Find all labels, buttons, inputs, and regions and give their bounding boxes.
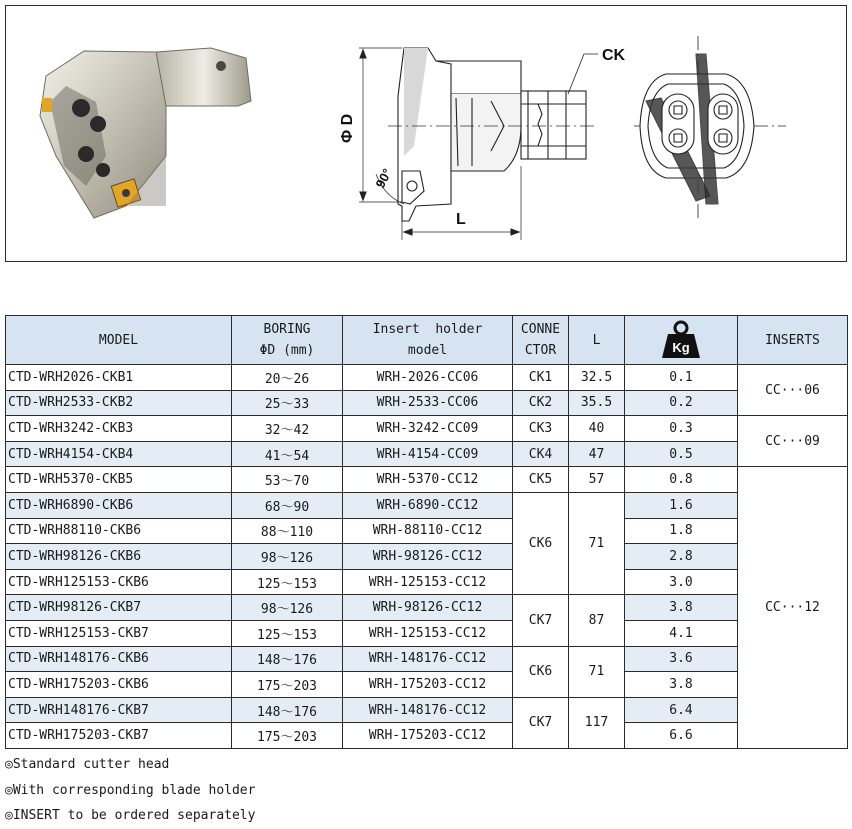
cell-boring: 68～90 (232, 492, 343, 518)
cell-connector: CK3 (513, 416, 569, 442)
cell-length: 47 (569, 441, 625, 467)
cell-connector: CK5 (513, 467, 569, 493)
end-view-drawing (634, 36, 786, 221)
cell-holder: WRH-88110-CC12 (343, 518, 513, 544)
weight-icon-label: Kg (672, 340, 690, 355)
cell-weight: 6.6 (625, 723, 738, 749)
cell-model: CTD-WRH148176-CKB7 (6, 697, 232, 723)
cell-length: 40 (569, 416, 625, 442)
cell-holder: WRH-98126-CC12 (343, 544, 513, 570)
cell-model: CTD-WRH88110-CKB6 (6, 518, 232, 544)
cell-connector: CK7 (513, 697, 569, 748)
table-row (6, 569, 848, 595)
cell-weight: 1.6 (625, 492, 738, 518)
cell-length: 71 (569, 492, 625, 594)
cell-boring: 32～42 (232, 416, 343, 442)
cell-holder: WRH-125153-CC12 (343, 569, 513, 595)
cell-model: CTD-WRH3242-CKB3 (6, 416, 232, 442)
cell-weight: 2.8 (625, 544, 738, 570)
cell-boring: 125～153 (232, 569, 343, 595)
cell-boring: 20～26 (232, 365, 343, 391)
cell-length: 87 (569, 595, 625, 646)
cell-boring: 175～203 (232, 672, 343, 698)
cell-weight: 0.8 (625, 467, 738, 493)
table-row (6, 416, 848, 442)
technical-drawing (6, 6, 848, 263)
cell-boring: 53～70 (232, 467, 343, 493)
table-row (6, 620, 848, 646)
note-blade-holder: ◎With corresponding blade holder (5, 782, 256, 798)
cell-model: CTD-WRH125153-CKB7 (6, 620, 232, 646)
specification-table (5, 315, 848, 749)
side-view-drawing (359, 48, 598, 240)
table-header-row (6, 316, 848, 365)
cell-connector: CK1 (513, 365, 569, 391)
note-standard-head: ◎Standard cutter head (5, 757, 170, 772)
note-insert-ordering: ◎INSERT to be ordered separately (5, 808, 256, 823)
header-connector: CONNE CTOR (513, 316, 569, 365)
cell-model: CTD-WRH175203-CKB6 (6, 672, 232, 698)
cell-model: CTD-WRH2026-CKB1 (6, 365, 232, 391)
cell-weight: 3.0 (625, 569, 738, 595)
cell-boring: 148～176 (232, 697, 343, 723)
header-holder-model: Insert holder model (343, 316, 513, 365)
table-row (6, 467, 848, 493)
cell-length: 71 (569, 646, 625, 697)
cell-holder: WRH-175203-CC12 (343, 723, 513, 749)
cutter-head-render (40, 48, 251, 218)
cell-weight: 0.5 (625, 441, 738, 467)
table-row (6, 697, 848, 723)
cell-weight: 1.8 (625, 518, 738, 544)
table-row (6, 390, 848, 416)
cell-holder: WRH-125153-CC12 (343, 620, 513, 646)
cell-connector: CK2 (513, 390, 569, 416)
cell-inserts: CC···09 (738, 416, 848, 467)
cell-connector: CK6 (513, 492, 569, 594)
header-length: L (569, 316, 625, 365)
diameter-label: Φ D (339, 113, 356, 143)
cell-holder: WRH-148176-CC12 (343, 646, 513, 672)
cell-holder: WRH-2533-CC06 (343, 390, 513, 416)
cell-boring: 98～126 (232, 544, 343, 570)
cell-boring: 125～153 (232, 620, 343, 646)
cell-weight: 4.1 (625, 620, 738, 646)
cell-length: 35.5 (569, 390, 625, 416)
cell-weight: 6.4 (625, 697, 738, 723)
cell-boring: 148～176 (232, 646, 343, 672)
cell-weight: 3.8 (625, 672, 738, 698)
cell-holder: WRH-3242-CC09 (343, 416, 513, 442)
cell-holder: WRH-6890-CC12 (343, 492, 513, 518)
table-row (6, 492, 848, 518)
cell-length: 57 (569, 467, 625, 493)
cell-model: CTD-WRH2533-CKB2 (6, 390, 232, 416)
cell-length: 32.5 (569, 365, 625, 391)
cell-model: CTD-WRH98126-CKB7 (6, 595, 232, 621)
cell-holder: WRH-5370-CC12 (343, 467, 513, 493)
cell-weight: 0.1 (625, 365, 738, 391)
cell-inserts: CC···06 (738, 365, 848, 416)
table-row (6, 544, 848, 570)
header-weight (625, 316, 738, 365)
table-row (6, 595, 848, 621)
cell-boring: 88～110 (232, 518, 343, 544)
cell-holder: WRH-4154-CC09 (343, 441, 513, 467)
table-row (6, 518, 848, 544)
cell-connector: CK6 (513, 646, 569, 697)
header-boring: BORING ΦD (mm) (232, 316, 343, 365)
cell-connector: CK4 (513, 441, 569, 467)
cell-model: CTD-WRH6890-CKB6 (6, 492, 232, 518)
cell-length: 117 (569, 697, 625, 748)
cell-boring: 41～54 (232, 441, 343, 467)
length-label: L (456, 211, 466, 228)
table-row (6, 723, 848, 749)
table-row (6, 646, 848, 672)
cell-holder: WRH-98126-CC12 (343, 595, 513, 621)
cell-model: CTD-WRH4154-CKB4 (6, 441, 232, 467)
cell-weight: 0.2 (625, 390, 738, 416)
footnotes (5, 752, 255, 829)
cell-boring: 25～33 (232, 390, 343, 416)
header-inserts: INSERTS (738, 316, 848, 365)
cell-model: CTD-WRH98126-CKB6 (6, 544, 232, 570)
cell-connector: CK7 (513, 595, 569, 646)
cell-weight: 0.3 (625, 416, 738, 442)
cell-weight: 3.8 (625, 595, 738, 621)
cell-boring: 98～126 (232, 595, 343, 621)
header-model: MODEL (6, 316, 232, 365)
cell-model: CTD-WRH125153-CKB6 (6, 569, 232, 595)
table-row (6, 441, 848, 467)
table-row (6, 365, 848, 391)
cell-boring: 175～203 (232, 723, 343, 749)
product-drawing-panel (5, 5, 847, 262)
cell-inserts: CC···12 (738, 467, 848, 749)
cell-weight: 3.6 (625, 646, 738, 672)
cell-model: CTD-WRH175203-CKB7 (6, 723, 232, 749)
angle-label: 90° (372, 165, 395, 191)
cell-model: CTD-WRH148176-CKB6 (6, 646, 232, 672)
cell-holder: WRH-2026-CC06 (343, 365, 513, 391)
cell-model: CTD-WRH5370-CKB5 (6, 467, 232, 493)
ck-label: CK (602, 47, 626, 64)
table-row (6, 672, 848, 698)
cell-holder: WRH-175203-CC12 (343, 672, 513, 698)
weight-icon (660, 320, 702, 360)
cell-holder: WRH-148176-CC12 (343, 697, 513, 723)
